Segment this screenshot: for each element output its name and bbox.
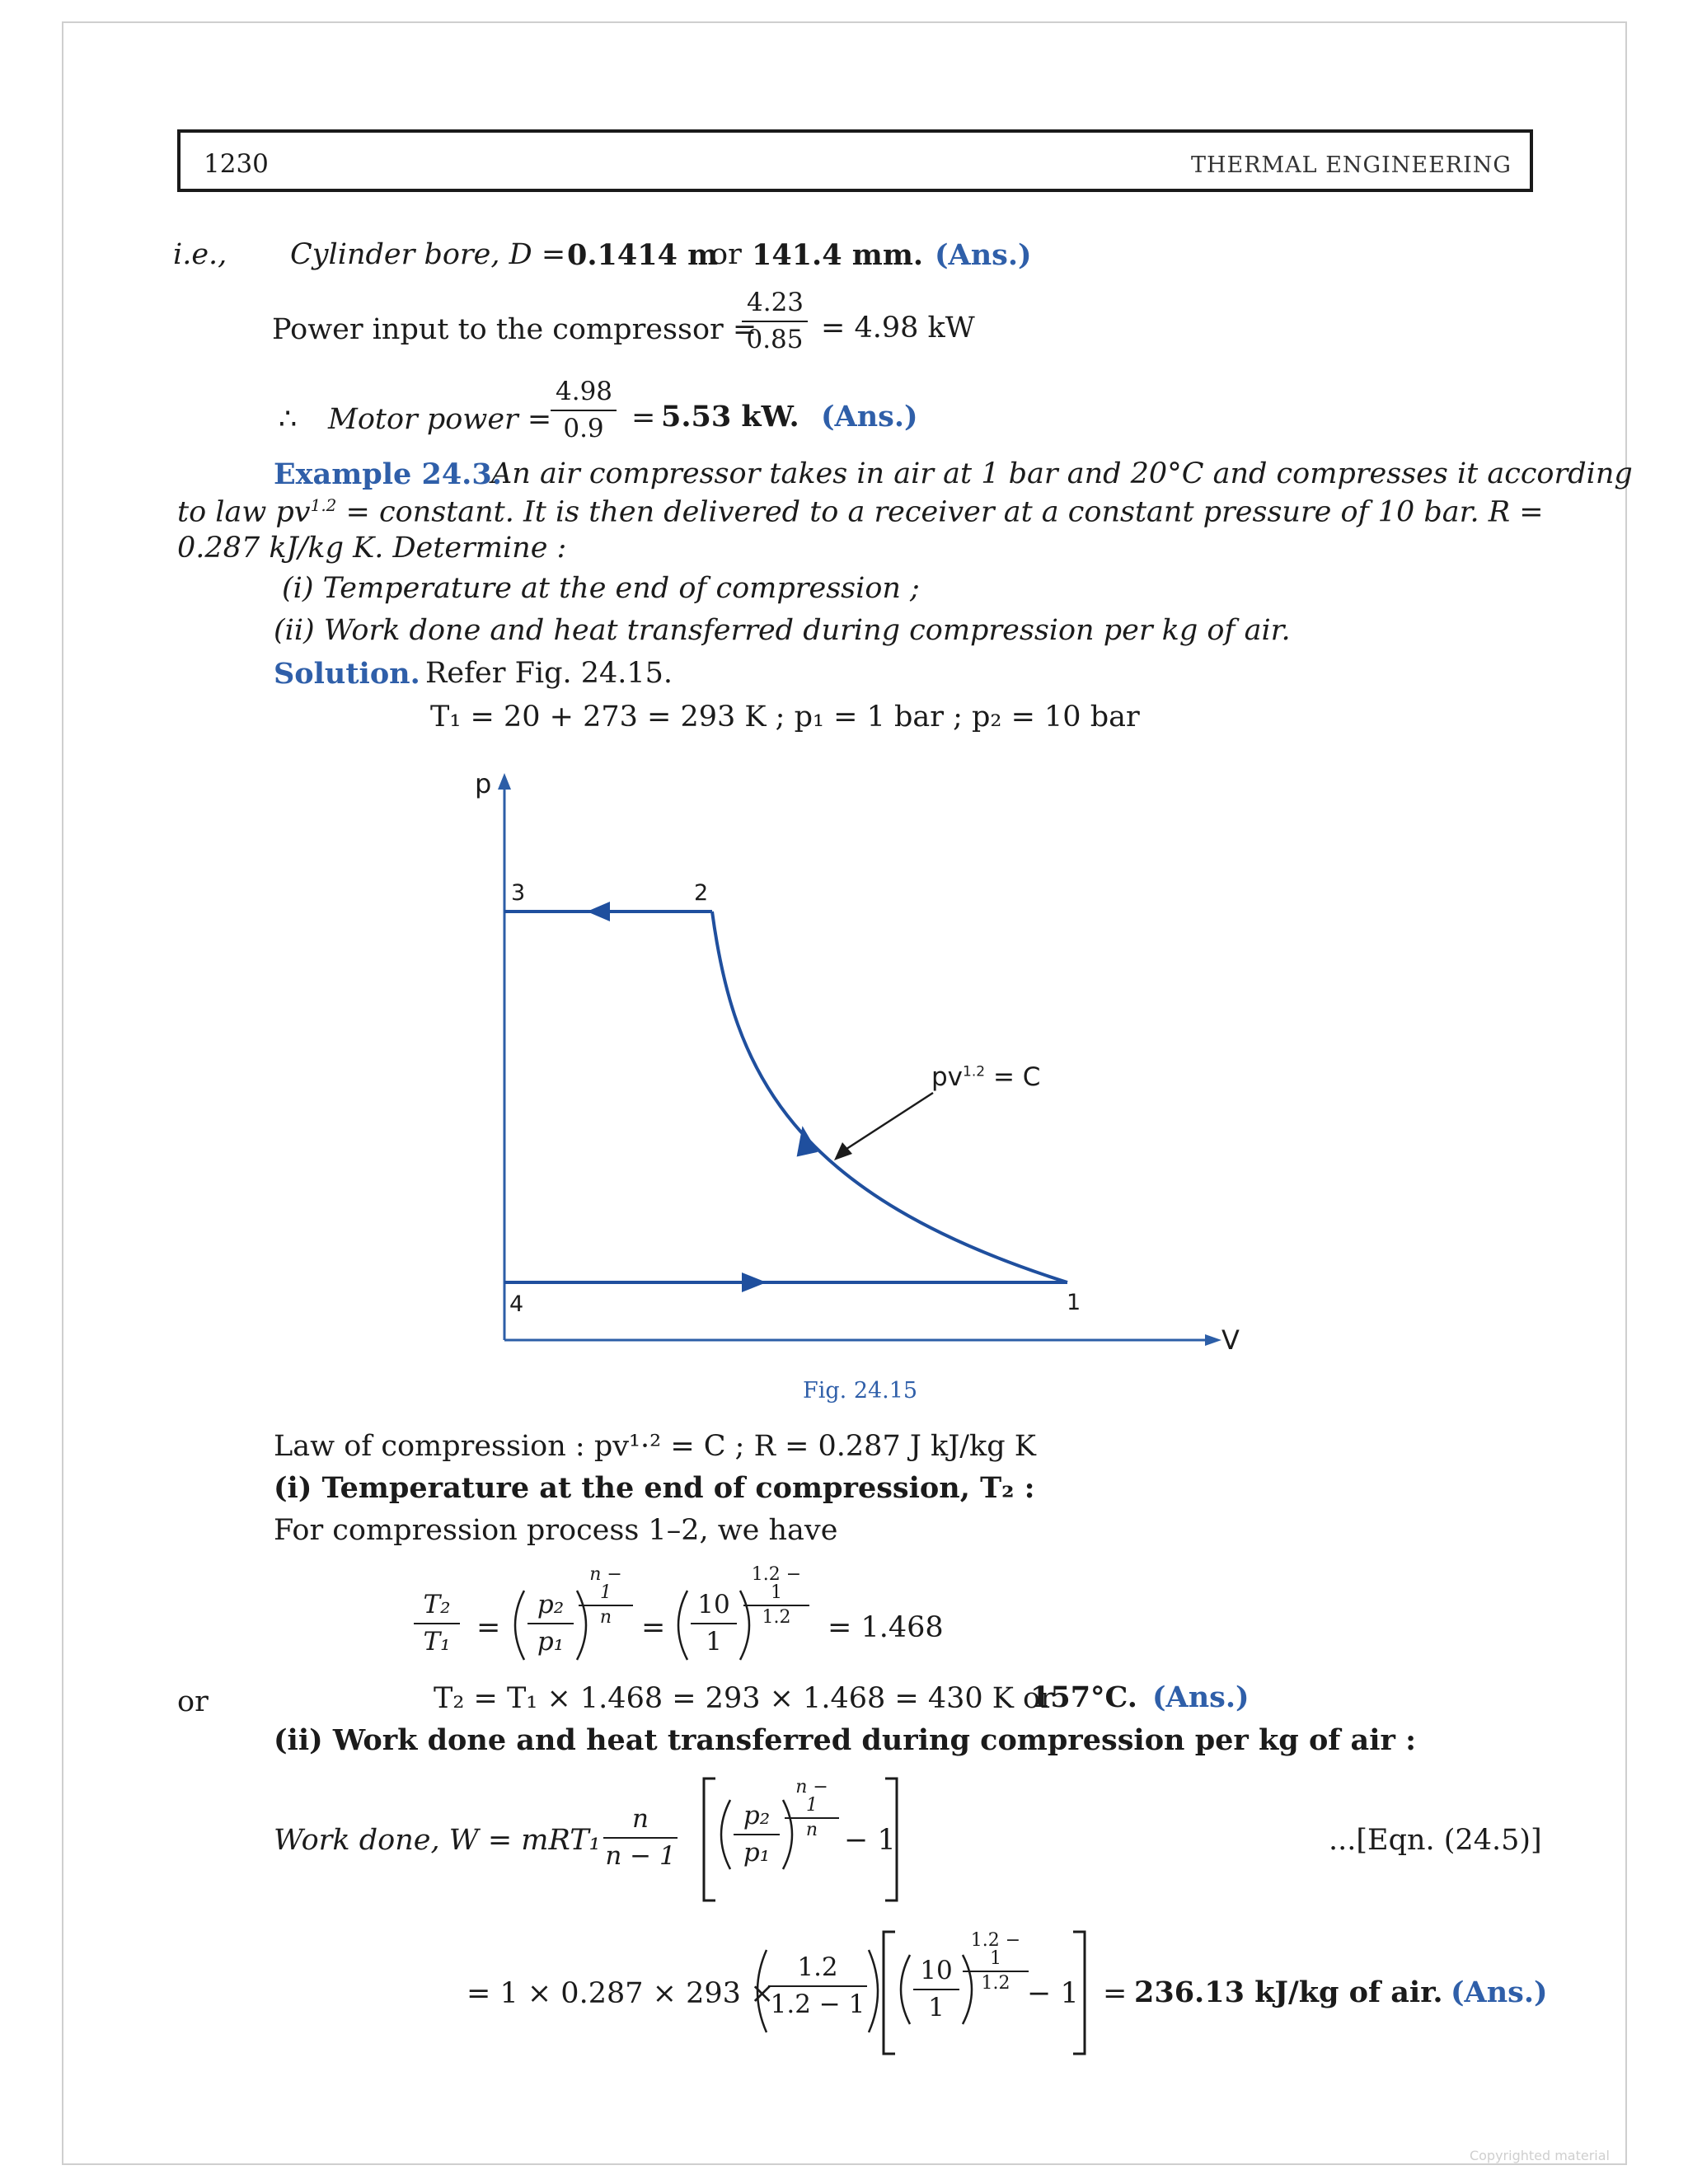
law-of-compression: Law of compression : pv¹·² = C ; R = 0.287 J kJ/kg K xyxy=(274,1430,1036,1463)
page-number: 1230 xyxy=(204,149,269,179)
given-values: T₁ = 20 + 273 = 293 K ; p₁ = 1 bar ; p₂ = 10 bar xyxy=(430,701,1140,733)
t2-answer: 157°C. xyxy=(1030,1680,1137,1714)
figure-caption: Fig. 24.15 xyxy=(803,1378,918,1404)
bore-value: 0.1414 m xyxy=(567,238,719,272)
example-line-1: An air compressor takes in air at 1 bar and 20°C and compresses it according xyxy=(491,457,1633,490)
ratio-eq-1: = xyxy=(476,1611,501,1644)
point-3-label: 3 xyxy=(511,880,526,906)
work-exponent: $\frac{n - 1}{n}$ xyxy=(785,1779,839,1840)
exponent-fraction: $\frac{n - 1}{n}$ xyxy=(579,1566,633,1627)
solution-refer: Refer Fig. 24.15. xyxy=(425,657,673,690)
exponent-value-fraction: $\frac{1.2 - 1}{1.2}$ xyxy=(743,1566,809,1627)
motor-numerator: 4.98 xyxy=(551,379,617,411)
power-numerator: 4.23 xyxy=(742,290,808,322)
n-over-n-minus-1: $\frac{n}{n - 1}$ xyxy=(603,1807,678,1869)
motor-result: 5.53 kW. xyxy=(661,400,799,434)
watermark: Copyrighted material xyxy=(1469,2148,1610,2163)
p-axis-label: p xyxy=(475,768,492,799)
power-denominator: 0.85 xyxy=(746,325,804,354)
power-result: = 4.98 kW xyxy=(821,312,975,344)
bore-mm: 141.4 mm. xyxy=(752,238,924,272)
work-p-ratio: $\frac{\text{p₂}}{\text{p₁}}$ xyxy=(734,1803,780,1866)
point-2-label: 2 xyxy=(694,880,709,906)
determine-item-2: (ii) Work done and heat transferred during compression per kg of air. xyxy=(274,614,1291,647)
curve-label: $pv^{1.2} = C$ xyxy=(931,1062,1041,1092)
t-ratio-fraction: $\frac{\text{T₂}}{\text{T₁}}$ xyxy=(414,1592,460,1655)
answer-tag-work: (Ans.) xyxy=(1451,1975,1548,2009)
arrow-4-1 xyxy=(742,1272,767,1292)
v-axis-label: V xyxy=(1221,1324,1240,1356)
v-axis-arrow xyxy=(1205,1334,1221,1346)
curve-leader-arrow xyxy=(834,1142,852,1160)
example-line-2: to law $pv^{1.2}$ = constant. It is then delivered to a receiver at a constant pressure of 10 bar. R = xyxy=(177,495,1544,529)
equation-reference: ...[Eqn. (24.5)] xyxy=(1329,1824,1542,1857)
point-1-label: 1 xyxy=(1067,1290,1081,1315)
bore-or: or xyxy=(710,238,742,271)
compression-curve xyxy=(712,912,1067,1282)
work-ten-over-one: $\frac{10}{1}$ xyxy=(913,1958,959,2021)
arrow-2-3 xyxy=(587,902,610,921)
work-eq: = xyxy=(1103,1977,1128,2010)
power-input-label: Power input to the compressor = xyxy=(272,313,757,346)
book-title: THERMAL ENGINEERING xyxy=(1190,152,1512,178)
work-answer: 236.13 kJ/kg of air. xyxy=(1134,1975,1443,2009)
t2-line: T₂ = T₁ × 1.468 = 293 × 1.468 = 430 K or xyxy=(434,1682,1054,1715)
part-1-heading: (i) Temperature at the end of compression, T₂ : xyxy=(274,1471,1035,1505)
determine-item-1: (i) Temperature at the end of compression ; xyxy=(282,572,920,605)
p-axis-arrow xyxy=(498,773,511,790)
work-line-start: = 1 × 0.287 × 293 × xyxy=(467,1977,775,2010)
motor-eq: = xyxy=(631,401,656,434)
ten-over-one-fraction: $\frac{10}{1}$ xyxy=(691,1592,737,1655)
n-value-fraction: $\frac{1.2}{1.2 - 1}$ xyxy=(768,1955,867,2018)
p-ratio-fraction: $\frac{\text{p₂}}{\text{p₁}}$ xyxy=(528,1592,574,1655)
answer-tag-motor: (Ans.) xyxy=(821,400,918,434)
ratio-result: = 1.468 xyxy=(828,1611,944,1644)
work-minus-one-2: − 1 xyxy=(1027,1977,1079,2010)
answer-tag-t2: (Ans.) xyxy=(1152,1680,1250,1714)
work-minus-one: − 1 xyxy=(844,1824,896,1857)
bore-label: Cylinder bore, D = xyxy=(290,238,566,271)
therefore-symbol: ∴ xyxy=(279,403,298,436)
work-exponent-value: $\frac{1.2 - 1}{1.2}$ xyxy=(963,1932,1029,1993)
work-done-label: Work done, W = mRT₁ xyxy=(274,1824,601,1857)
motor-denominator: 0.9 xyxy=(563,414,604,443)
ratio-eq-2: = xyxy=(641,1611,666,1644)
curve-leader xyxy=(844,1093,933,1151)
answer-tag-bore: (Ans.) xyxy=(935,238,1032,272)
part-2-heading: (ii) Work done and heat transferred during compression per kg of air : xyxy=(274,1723,1417,1757)
motor-power-label: Motor power = xyxy=(328,403,552,436)
ie-label: i.e., xyxy=(173,238,227,271)
or-label: or xyxy=(177,1685,209,1718)
solution-label: Solution. xyxy=(274,657,420,691)
for-process-text: For compression process 1–2, we have xyxy=(274,1514,838,1547)
example-line-3: 0.287 kJ/kg K. Determine : xyxy=(177,532,567,565)
example-label: Example 24.3. xyxy=(274,457,502,491)
point-4-label: 4 xyxy=(509,1291,524,1317)
